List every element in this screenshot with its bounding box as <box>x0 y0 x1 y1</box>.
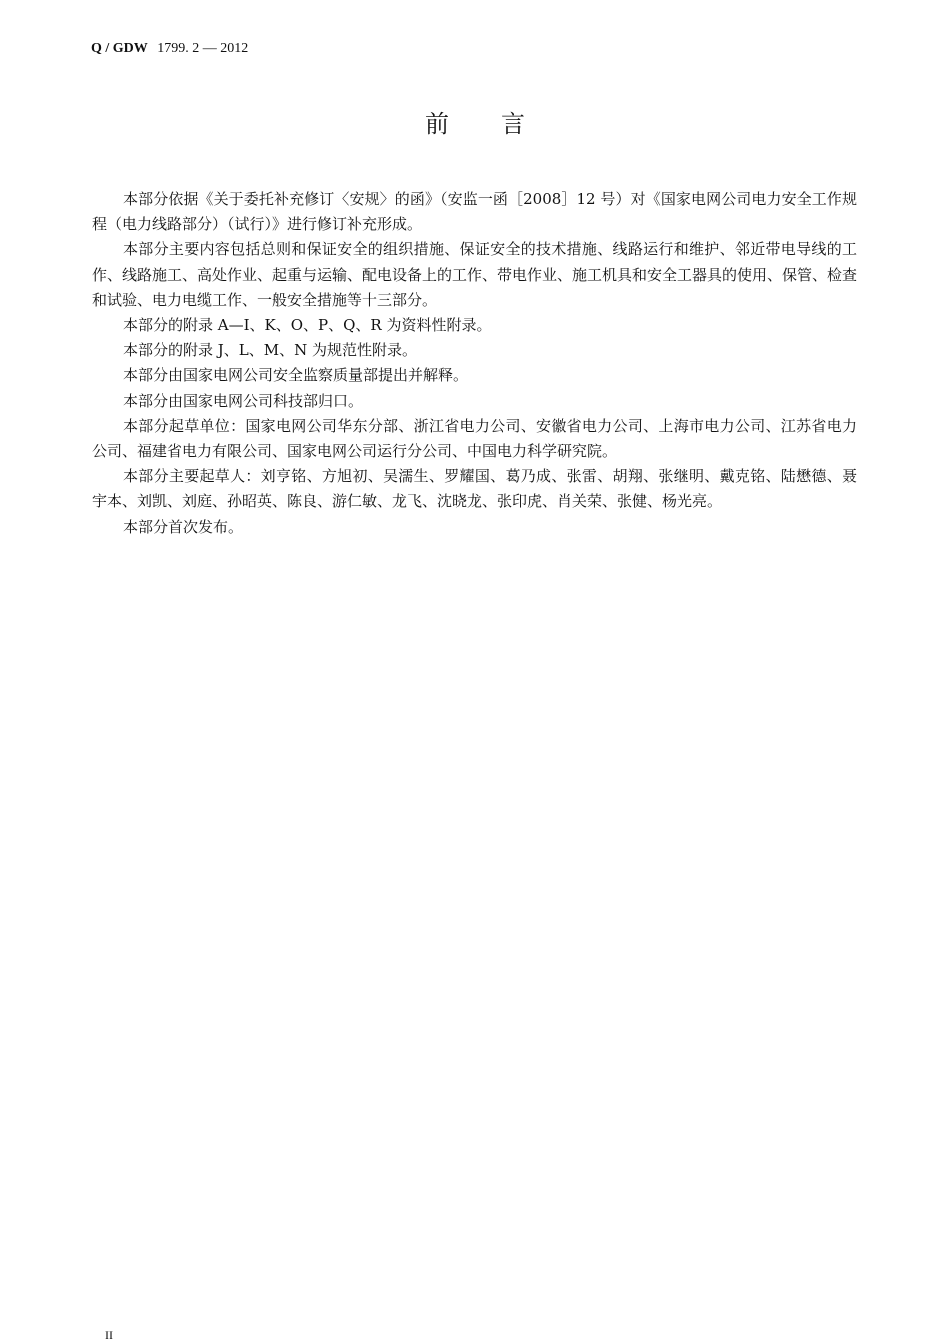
paragraph-drafting-units: 本部分起草单位：国家电网公司华东分部、浙江省电力公司、安徽省电力公司、上海市电力公司、江苏省电力公司、福建省电力有限公司、国家电网公司运行分公司、中国电力科学研究院。 <box>92 416 857 461</box>
page-title <box>0 109 950 139</box>
title-char-2: 言 <box>501 110 525 138</box>
paragraph-proposer: 本部分由国家电网公司安全监察质量部提出并解释。 <box>123 366 469 385</box>
title-char-1: 前 <box>425 110 449 138</box>
page-number: II <box>105 1328 113 1342</box>
document-body <box>92 187 857 540</box>
document-header <box>91 40 248 58</box>
paragraph-first-release: 本部分首次发布。 <box>123 517 244 536</box>
paragraph-normative-appendices: 本部分的附录 J、L、M、N 为规范性附录。 <box>123 341 417 360</box>
paragraph-basis: 本部分依据《关于委托补充修订〈安规〉的函》（安监一函［2008］12 号）对《国家电网公司电力安全工作规程（电力线路部分）（试行）》进行修订补充形成。 <box>92 190 857 234</box>
paragraph-drafters: 本部分主要起草人：刘亨铭、方旭初、吴濡生、罗耀国、葛乃成、张雷、胡翔、张继明、戴克铭、陆懋德、聂宇本、刘凯、刘庭、孙昭英、陈良、游仁敏、龙飞、沈晓龙、张印虎、肖关荣、张健、杨光亮。 <box>92 467 857 511</box>
paragraph-informative-appendices: 本部分的附录 A—I、K、O、P、Q、R 为资料性附录。 <box>123 316 492 335</box>
standard-number: 1799. 2 — 2012 <box>157 41 249 56</box>
standard-code: Q / GDW <box>91 41 148 56</box>
paragraph-centralized: 本部分由国家电网公司科技部归口。 <box>123 391 364 410</box>
paragraph-content: 本部分主要内容包括总则和保证安全的组织措施、保证安全的技术措施、线路运行和维护、邻近带电导线的工作、线路施工、高处作业、起重与运输、配电设备上的工作、带电作业、施工机具和安全工器具的使用、保管、检查和试验、电力电缆工作、一般安全措施等十三部分。 <box>92 240 858 309</box>
